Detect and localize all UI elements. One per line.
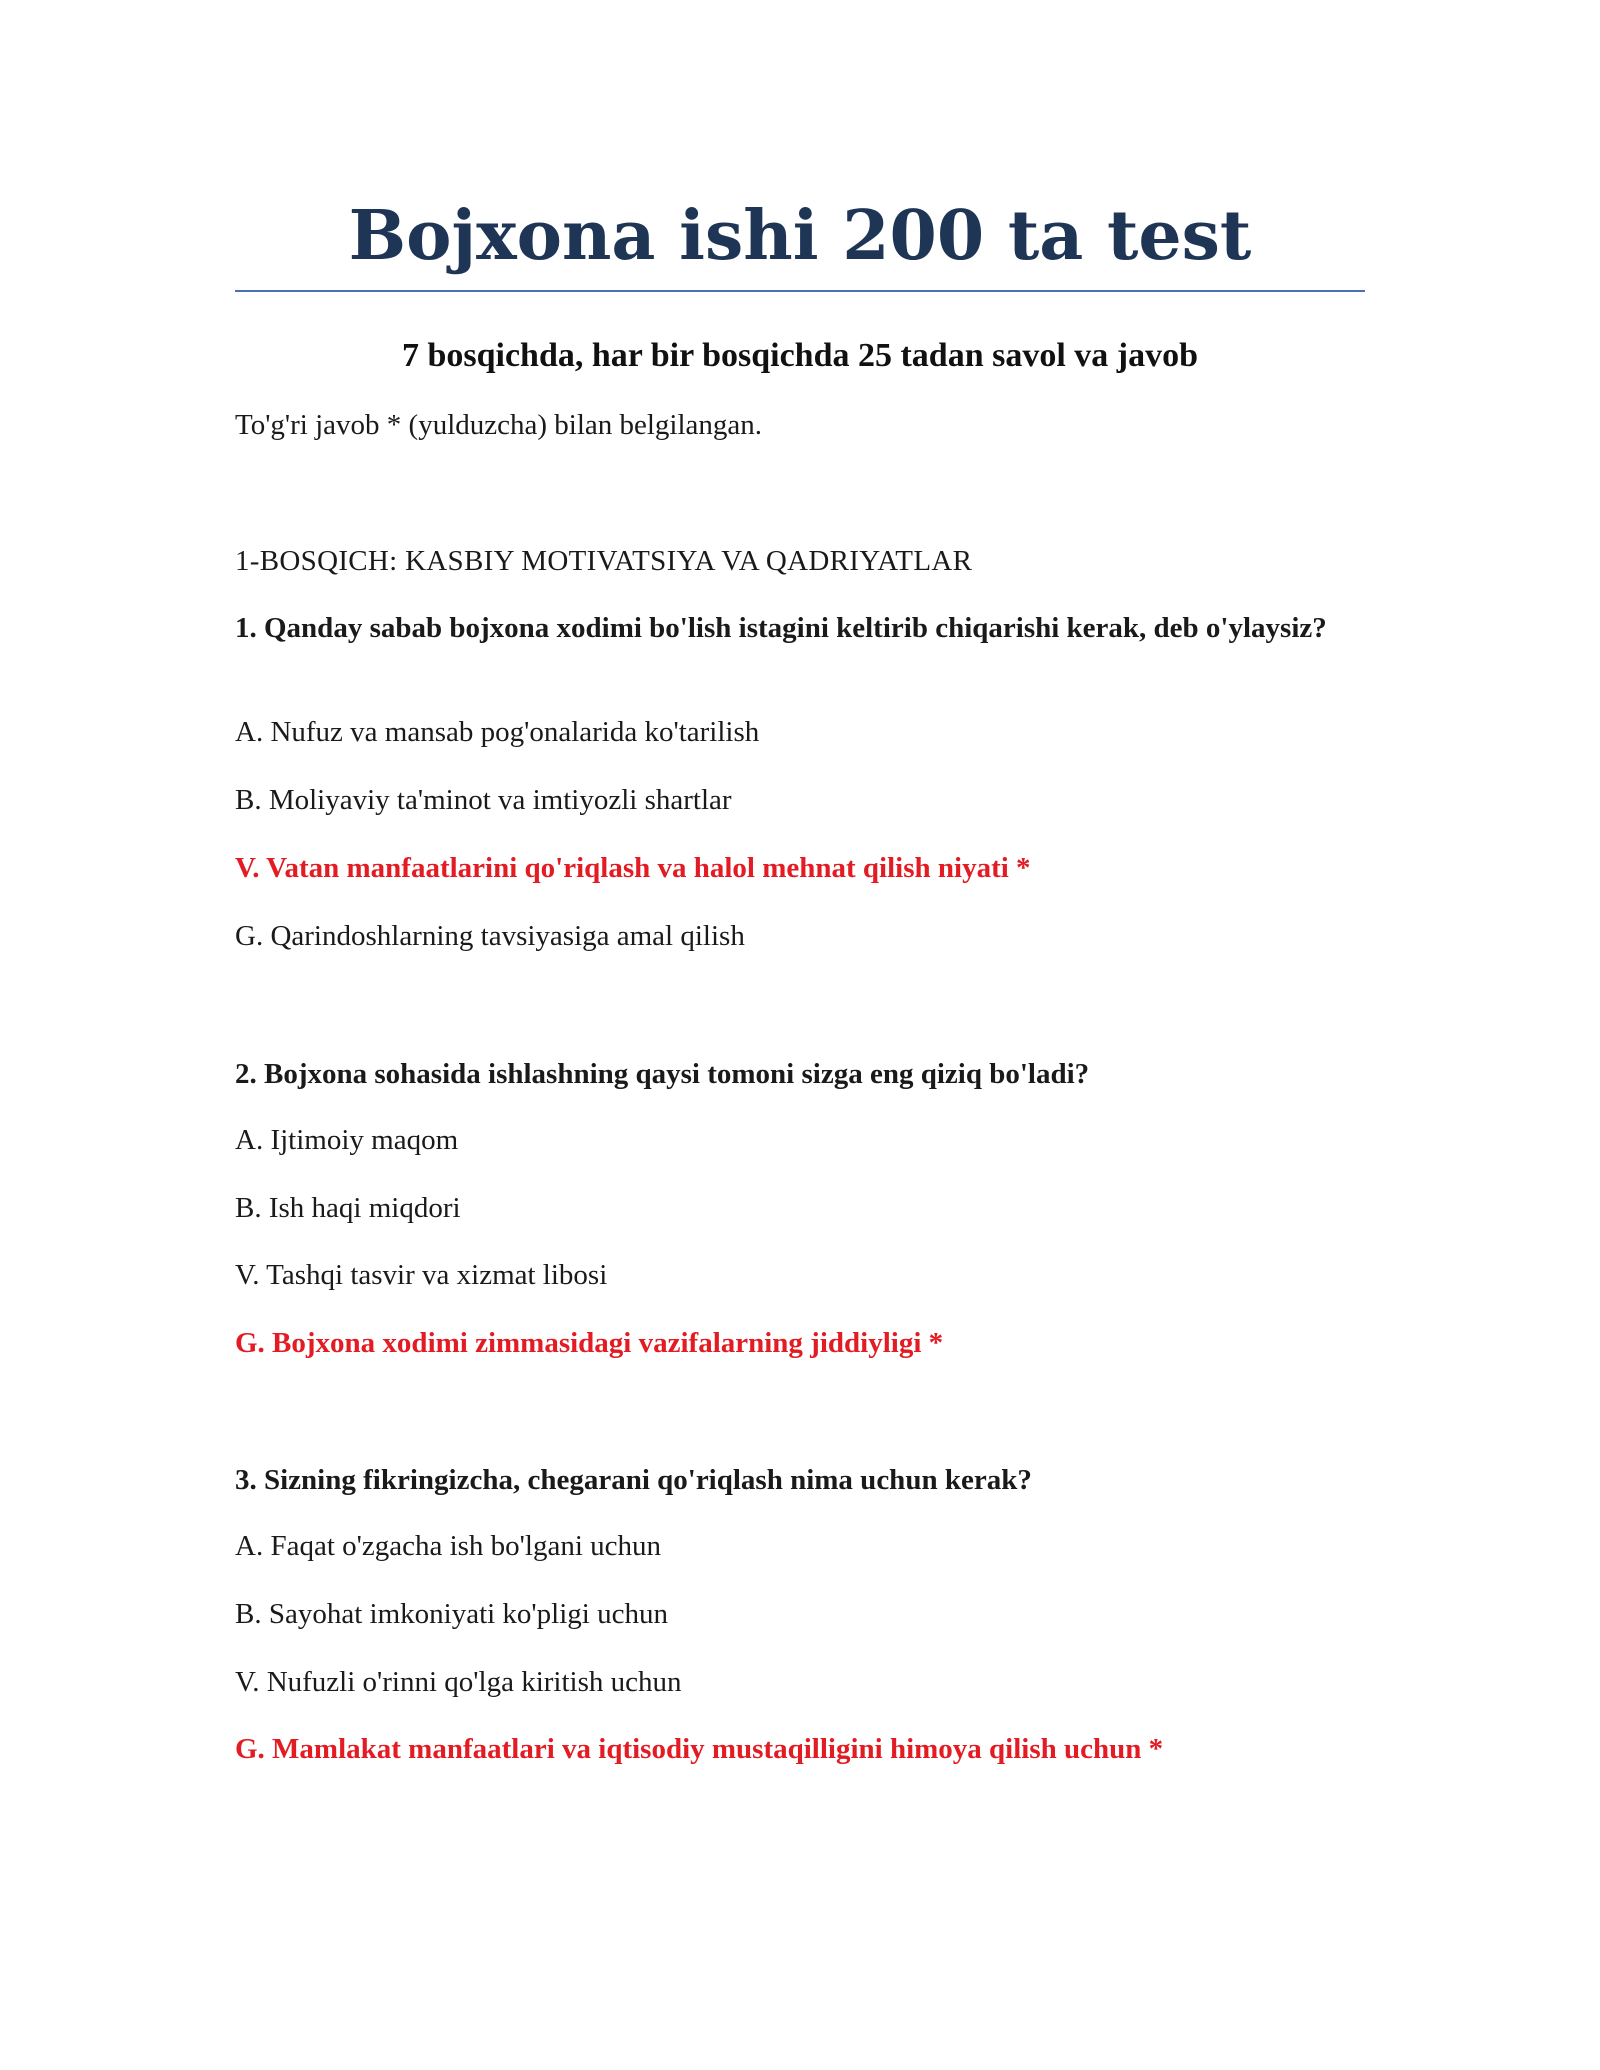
question-3-answer-v: V. Nufuzli o'rinni qo'lga kiritish uchun — [235, 1666, 682, 1698]
answer-key-note: To'g'ri javob * (yulduzcha) bilan belgilangan. — [235, 409, 763, 441]
question-3-answer-a: A. Faqat o'zgacha ish bo'lgani uchun — [235, 1530, 662, 1562]
question-2-answer-b: B. Ish haqi miqdori — [235, 1192, 461, 1224]
question-2-answer-v: V. Tashqi tasvir va xizmat libosi — [235, 1259, 608, 1291]
title-divider — [235, 290, 1365, 292]
question-1-answer-a: A. Nufuz va mansab pog'onalarida ko'tarilish — [235, 716, 760, 748]
question-1: 1. Qanday sabab bojxona xodimi bo'lish istagini keltirib chiqarishi kerak, deb o'ylaysiz? — [235, 612, 1327, 644]
question-3: 3. Sizning fikringizcha, chegarani qo'riqlash nima uchun kerak? — [235, 1464, 1032, 1496]
question-1-answer-v-correct: V. Vatan manfaatlarini qo'riqlash va halol mehnat qilish niyati * — [235, 852, 1031, 884]
question-2-answer-a: A. Ijtimoiy maqom — [235, 1124, 459, 1156]
question-2-answer-g-correct: G. Bojxona xodimi zimmasidagi vazifalarning jiddiyligi * — [235, 1327, 944, 1359]
question-1-answer-g: G. Qarindoshlarning tavsiyasiga amal qilish — [235, 920, 745, 952]
question-1-answer-b: B. Moliyaviy ta'minot va imtiyozli shartlar — [235, 784, 732, 816]
question-2: 2. Bojxona sohasida ishlashning qaysi tomoni sizga eng qiziq bo'ladi? — [235, 1058, 1090, 1090]
question-3-answer-b: B. Sayohat imkoniyati ko'pligi uchun — [235, 1598, 668, 1630]
document-title: Bojxona ishi 200 ta test — [348, 196, 1252, 276]
stage-heading: 1-BOSQICH: KASBIY MOTIVATSIYA VA QADRIYATLAR — [235, 545, 973, 577]
question-3-answer-g-correct: G. Mamlakat manfaatlari va iqtisodiy mustaqilligini himoya qilish uchun * — [235, 1733, 1164, 1765]
document-subtitle: 7 bosqichda, har bir bosqichda 25 tadan savol va javob — [401, 337, 1199, 374]
